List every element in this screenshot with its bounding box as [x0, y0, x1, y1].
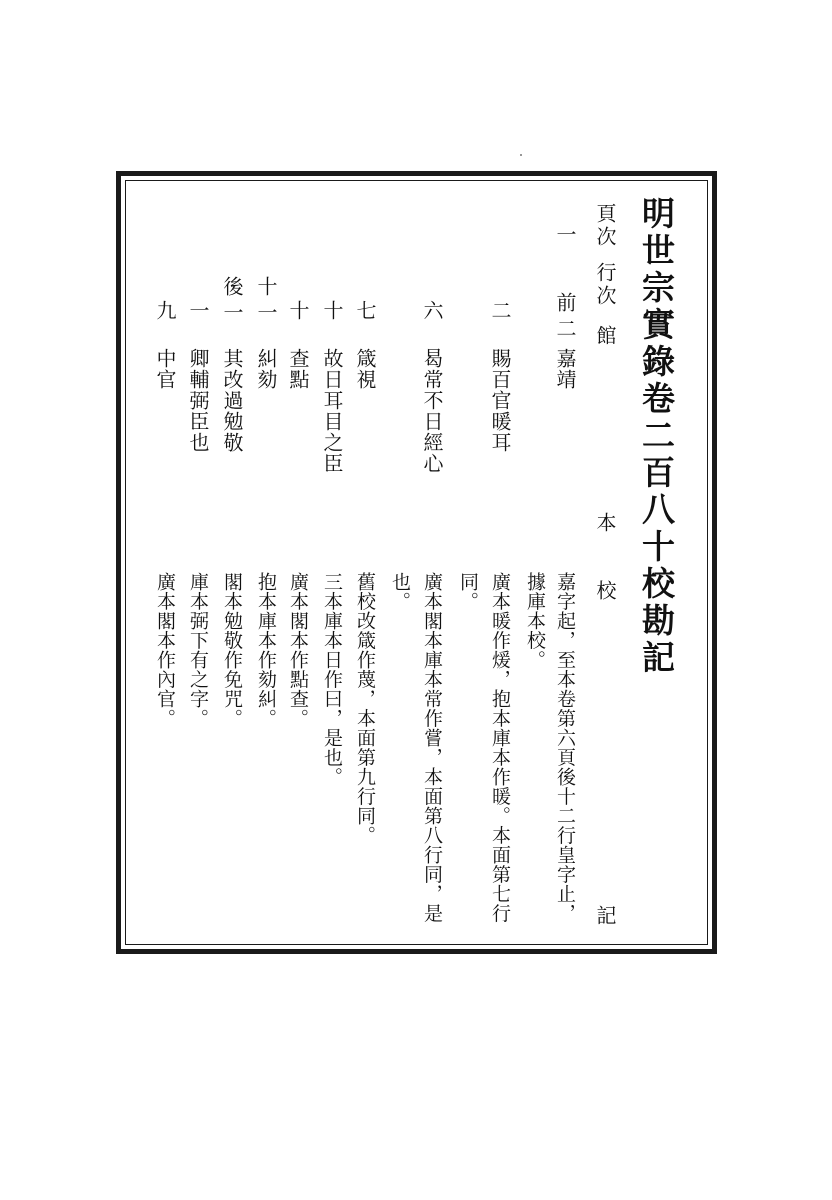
entry-note: 廣本閣本作點查。	[287, 572, 309, 728]
entry-note: 舊校改箴作蔑，本面第九行同。	[354, 572, 376, 845]
entry-keyword: 賜百官暖耳	[488, 348, 512, 453]
entry-line: 十	[286, 300, 310, 326]
entry-line: 九	[153, 300, 177, 326]
header-collation: 校	[593, 580, 617, 603]
entry-line: 十一	[254, 276, 278, 328]
entry-line: 一	[186, 300, 210, 326]
entry-note: 三本庫本日作曰，是也。	[321, 572, 343, 787]
entry-line: 七	[353, 300, 377, 326]
entry-note: 廣本暖作煖，抱本庫本作暖。本面第七行	[489, 572, 511, 923]
entry-keyword: 故日耳目之臣	[320, 348, 344, 474]
entry-note: 嘉字起，至本卷第六頁後十二行皇字止，	[554, 572, 576, 923]
header-page-number: 頁次	[593, 203, 617, 249]
entry-note: 同。	[457, 572, 479, 611]
entry-keyword: 曷常不日經心	[420, 348, 444, 474]
entry-page: 後一	[220, 276, 244, 328]
header-line-number: 行次	[593, 262, 617, 308]
entry-line: 六	[420, 300, 444, 326]
entry-note: 也。	[389, 572, 411, 611]
header-notes: 記	[593, 905, 617, 928]
document-title: 明世宗實錄卷二百八十校勘記	[637, 196, 676, 677]
entry-keyword: 嘉靖	[553, 348, 577, 390]
entry-keyword: 查點	[286, 348, 310, 390]
entry-note: 抱本庫本作劾糾。	[255, 572, 277, 728]
entry-keyword: 糾劾	[254, 348, 278, 390]
entry-note: 廣本閣本作內官。	[154, 572, 176, 728]
header-edition: 本	[593, 512, 617, 535]
entry-note: 據庫本校。	[524, 572, 546, 670]
dust-speck	[520, 154, 522, 156]
entry-note: 閣本勉敬作免咒。	[221, 572, 243, 728]
entry-keyword: 卿輔弼臣也	[186, 348, 210, 453]
entry-keyword: 中官	[153, 348, 177, 390]
entry-keyword: 箴視	[353, 348, 377, 390]
entry-note: 廣本閣本庫本常作嘗，本面第八行同，是	[421, 572, 443, 923]
entry-line: 十	[320, 300, 344, 326]
entry-line: 二	[488, 300, 512, 326]
header-library: 館	[593, 325, 617, 348]
entry-line: 前二	[553, 292, 577, 344]
entry-keyword: 其改過勉敬	[220, 348, 244, 453]
page-border-inner	[125, 180, 708, 945]
entry-page-marker: 一	[553, 224, 577, 250]
entry-note: 庫本弼下有之字。	[187, 572, 209, 728]
